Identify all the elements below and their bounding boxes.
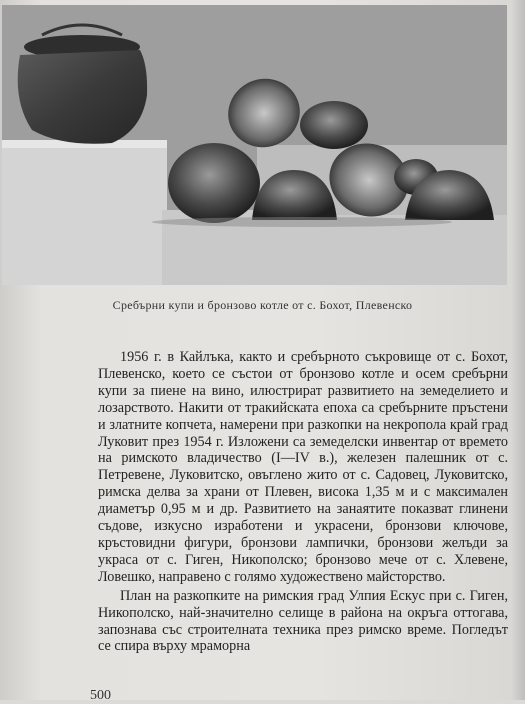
photo-illustration	[2, 5, 507, 285]
figure-caption: Сребърни купи и бронзово котле от с. Бохот, Плевенско	[112, 298, 413, 312]
body-text	[98, 349, 508, 655]
artifact-photo	[2, 5, 507, 285]
paragraph: 1956 г. в Кайлъка, както и сребърното съкровище от с. Бохот, Плевенско, което се състои от бронзово котле и осем сребърни купи за пиене на вино, илюстрират развитието на земеделието и лозарството. Накити от тракийската епоха са сребърните пръстени и златните копчета, намерени при разкопки на некропола край град Луковит през 1954 г. Изложени са земеделски инвентар от времето на римското владичество (I—IV в.), железен палешник от с. Петревене, Луковитско, овъглено жито от с. Садовец, Луковитско, римска делва за храни от Плевен, висока 1,35 м и с максимален диаметър 0,95 м и др. Развитието на занаятите показват глинени съдове, изкусно изработени и украсени, бронзови ключове, кръстовидни фигури, бронзови лампички, бронзови желъди за украса от с. Гиген, Никополско; бронзово мече от с. Хлевене, Ловешко, направено с голямо художествено майсторство.	[98, 349, 508, 585]
paragraph: План на разкопките на римския град Улпия Ескус при с. Гиген, Никополско, най-значително селище в района на окръга оттогава, запознава със строителната техника през римско време. Погледът се спира върху мраморна	[98, 587, 508, 655]
page-edge-shadow	[511, 0, 525, 700]
page-number: 500	[90, 688, 111, 703]
